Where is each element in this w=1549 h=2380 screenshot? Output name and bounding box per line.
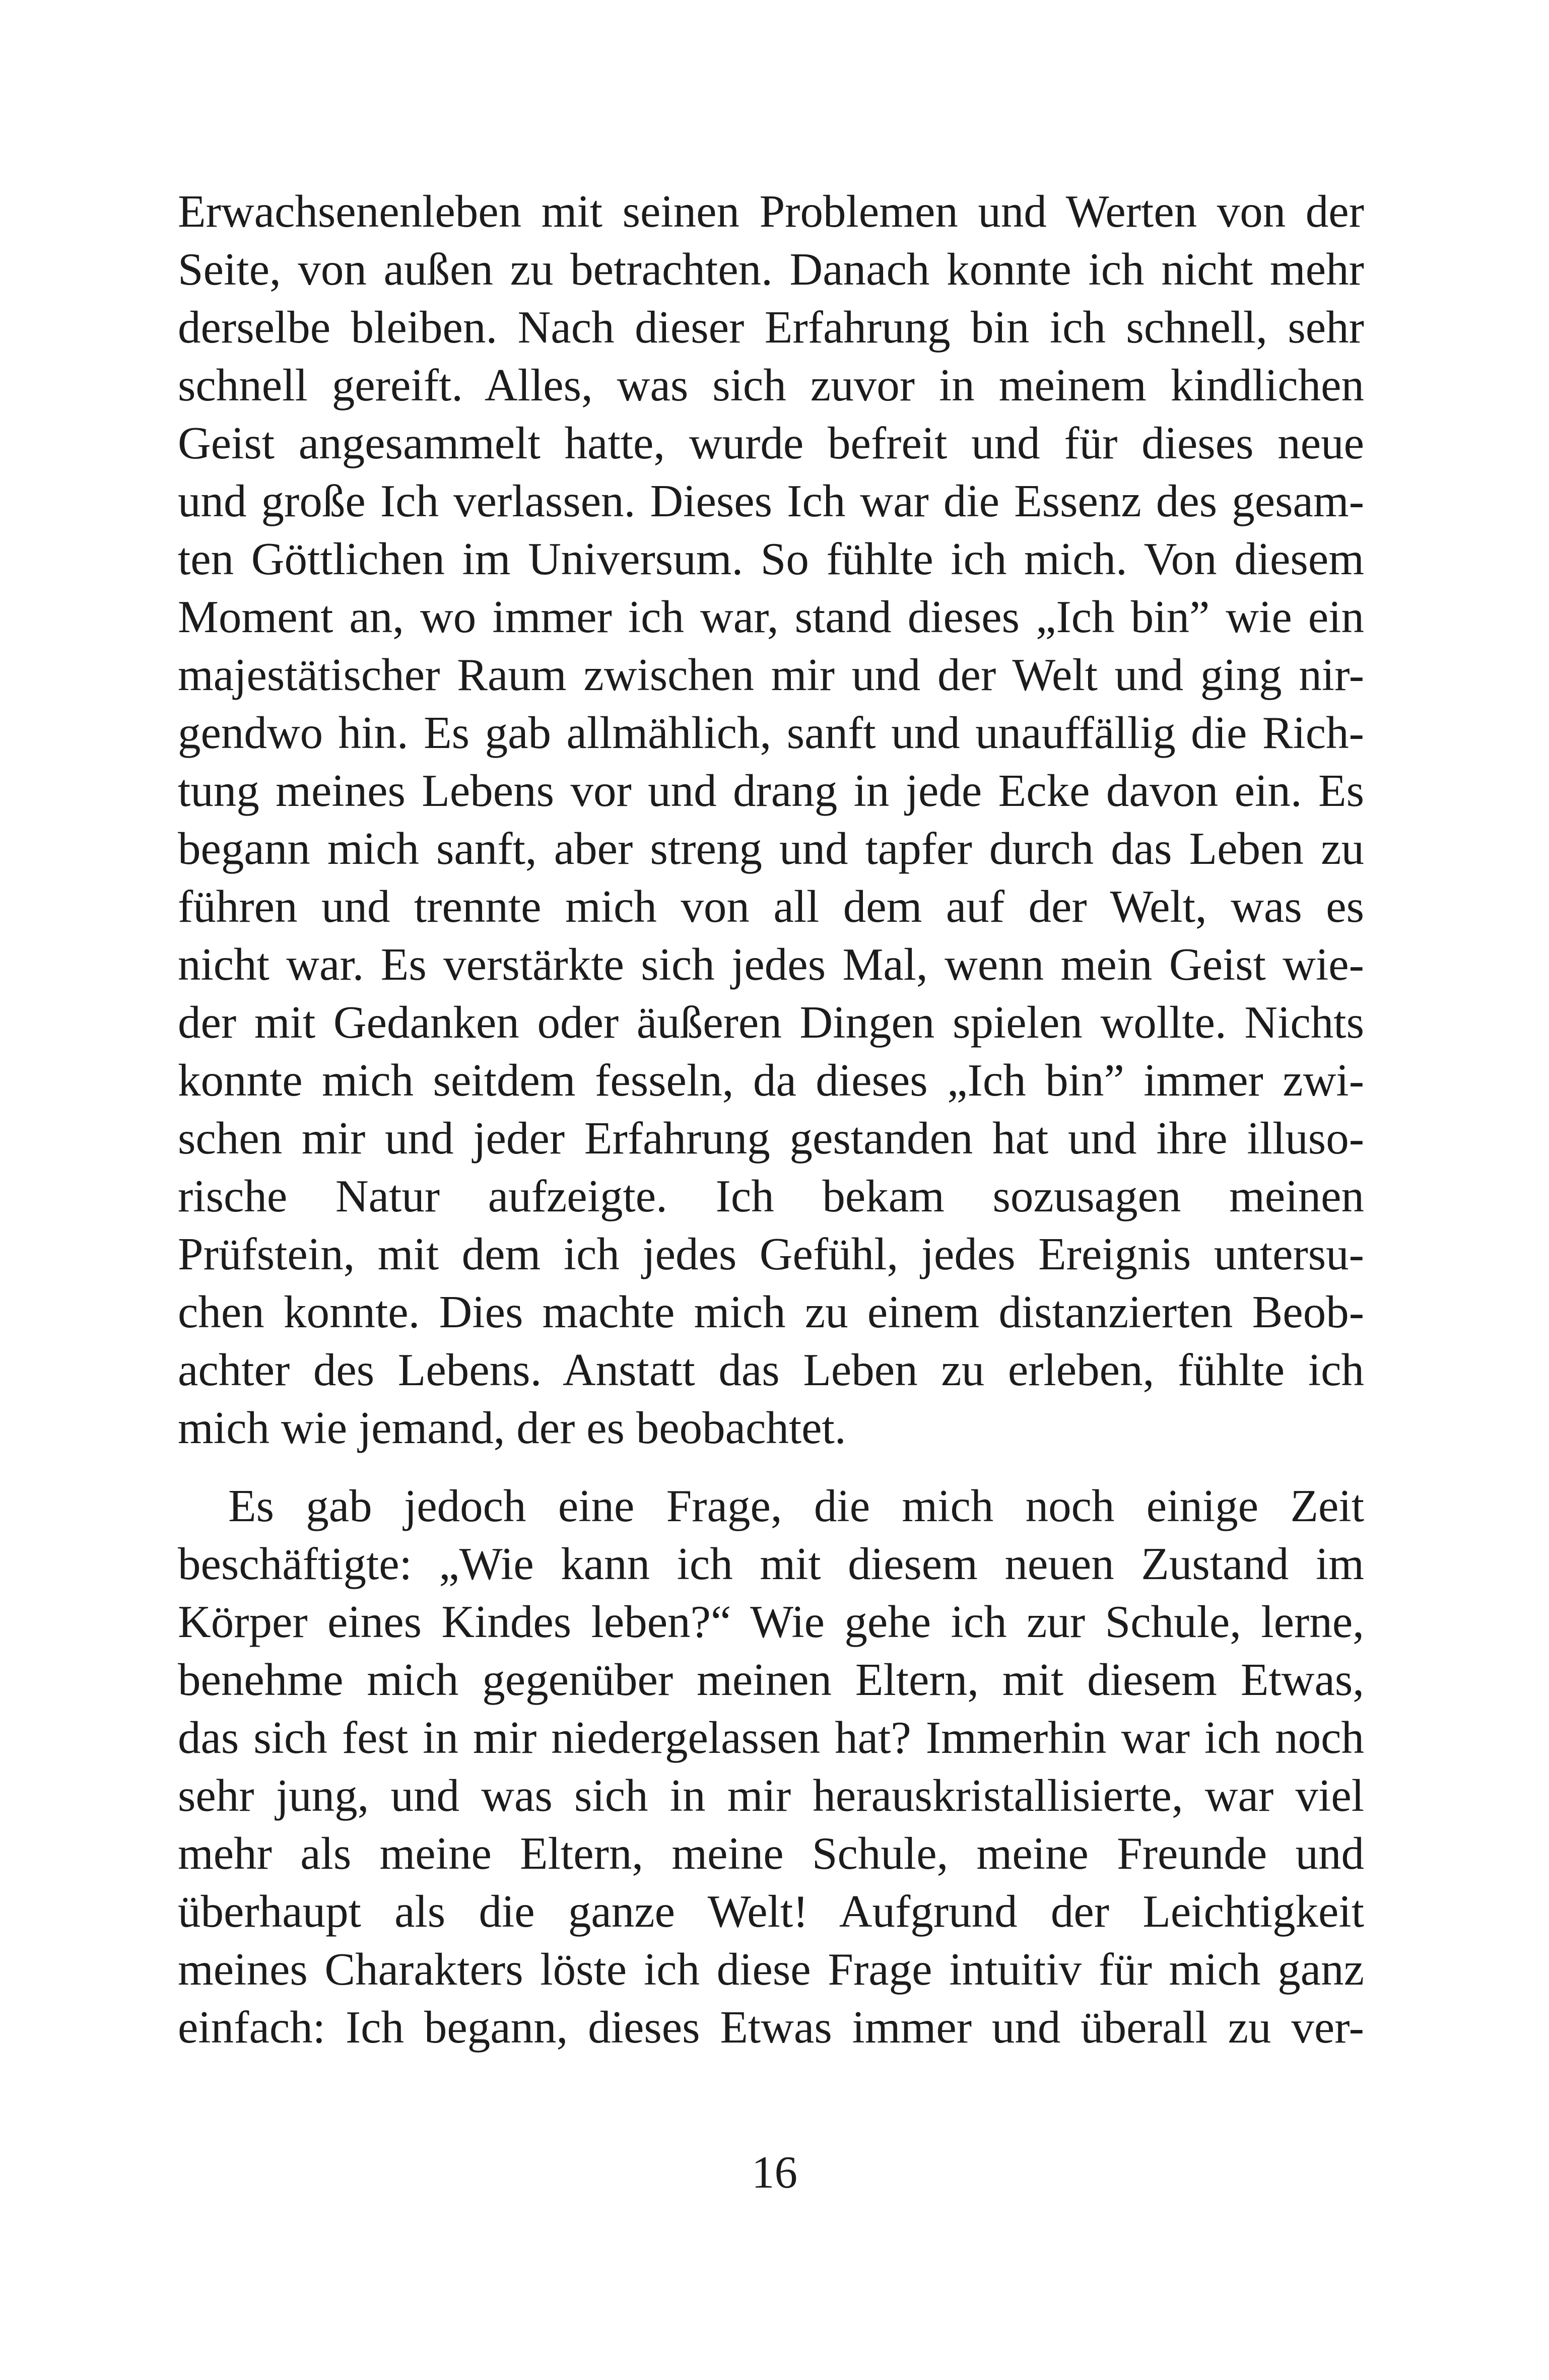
paragraph-spacer xyxy=(178,1457,1364,1477)
text-line: benehme mich gegenüber meinen Eltern, mit diesem Etwas, xyxy=(178,1654,1364,1705)
body-text xyxy=(178,182,1364,2056)
text-line: mehr als meine Eltern, meine Schule, meine Freunde und xyxy=(178,1828,1364,1879)
text-line: meines Charakters löste ich diese Frage intuitiv für mich ganz xyxy=(178,1944,1364,1995)
text-line: überhaupt als die ganze Welt! Aufgrund der Leichtigkeit xyxy=(178,1886,1364,1937)
text-line: gendwo hin. Es gab allmählich, sanft und unauffällig die Rich- xyxy=(178,707,1364,758)
text-line: mich wie jemand, der es beobachtet. xyxy=(178,1402,846,1453)
text-line: Seite, von außen zu betrachten. Danach konnte ich nicht mehr xyxy=(178,244,1364,295)
text-line: und große Ich verlassen. Dieses Ich war die Essenz des gesam- xyxy=(178,475,1364,526)
text-line: tung meines Lebens vor und drang in jede Ecke davon ein. Es xyxy=(178,765,1364,816)
text-line: chen konnte. Dies machte mich zu einem distanzierten Beob- xyxy=(178,1286,1364,1337)
text-line: Moment an, wo immer ich war, stand dieses „Ich bin” wie ein xyxy=(178,591,1364,642)
text-line: derselbe bleiben. Nach dieser Erfahrung bin ich schnell, sehr xyxy=(178,302,1364,353)
text-line: majestätischer Raum zwischen mir und der Welt und ging nir- xyxy=(178,649,1364,700)
text-line: schen mir und jeder Erfahrung gestanden hat und ihre illuso- xyxy=(178,1113,1364,1164)
text-line: achter des Lebens. Anstatt das Leben zu erleben, fühlte ich xyxy=(178,1344,1364,1395)
text-line: Körper eines Kindes leben?“ Wie gehe ich zur Schule, lerne, xyxy=(178,1596,1364,1647)
text-line: das sich fest in mir niedergelassen hat? Immerhin war ich noch xyxy=(178,1712,1364,1763)
text-line: der mit Gedanken oder äußeren Dingen spielen wollte. Nichts xyxy=(178,997,1364,1048)
text-line: Geist angesammelt hatte, wurde befreit und für dieses neue xyxy=(178,418,1364,468)
text-line: Erwachsenenleben mit seinen Problemen und Werten von der xyxy=(178,186,1364,237)
text-line: begann mich sanft, aber streng und tapfer durch das Leben zu xyxy=(178,823,1364,874)
text-line: führen und trennte mich von all dem auf der Welt, was es xyxy=(178,881,1364,932)
text-line: rische Natur aufzeigte. Ich bekam sozusagen meinen xyxy=(178,1171,1364,1221)
text-line: Prüfstein, mit dem ich jedes Gefühl, jedes Ereignis untersu- xyxy=(178,1229,1364,1279)
text-line: ten Göttlichen im Universum. So fühlte ich mich. Von diesem xyxy=(178,533,1364,584)
text-line: beschäftigte: „Wie kann ich mit diesem neuen Zustand im xyxy=(178,1538,1364,1589)
text-line: schnell gereift. Alles, was sich zuvor in meinem kindlichen xyxy=(178,360,1364,411)
paragraph-2 xyxy=(178,1477,1364,2056)
text-line: nicht war. Es verstärkte sich jedes Mal, wenn mein Geist wie- xyxy=(178,939,1364,990)
text-line: sehr jung, und was sich in mir herauskristallisierte, war viel xyxy=(178,1770,1364,1821)
text-line: Es gab jedoch eine Frage, die mich noch einige Zeit xyxy=(228,1480,1364,1531)
text-line: konnte mich seitdem fesseln, da dieses „Ich bin” immer zwi- xyxy=(178,1055,1364,1106)
page-number: 16 xyxy=(752,2147,797,2198)
text-line: einfach: Ich begann, dieses Etwas immer und überall zu ver- xyxy=(178,2002,1364,2053)
paragraph-1 xyxy=(178,182,1364,1457)
